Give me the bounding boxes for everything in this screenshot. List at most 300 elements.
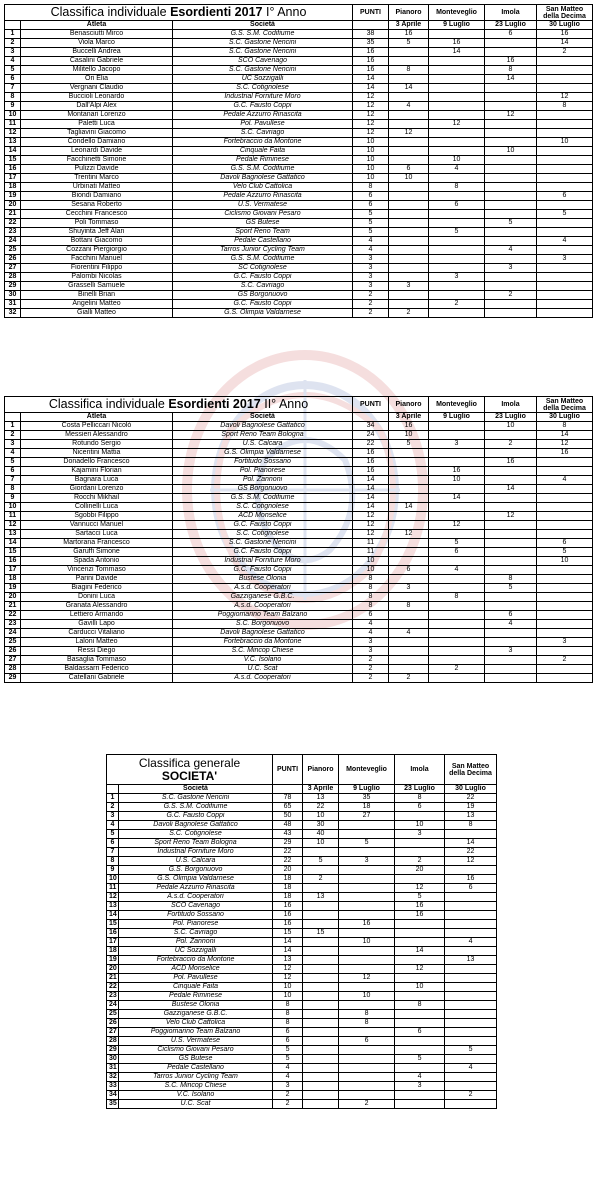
table-cell (395, 920, 445, 929)
table-cell (537, 165, 593, 174)
table-cell: 12 (273, 965, 303, 974)
table-cell: 2 (429, 300, 485, 309)
table-row (5, 449, 593, 458)
table-row (5, 530, 593, 539)
table-row (5, 174, 593, 183)
table-cell (537, 503, 593, 512)
table-cell (389, 512, 429, 521)
table-row (107, 794, 497, 803)
table-cell (429, 237, 485, 246)
table-cell (395, 1046, 445, 1055)
table-cell (429, 30, 485, 39)
table-cell: 22 (445, 794, 497, 803)
table-cell (303, 974, 339, 983)
table-cell: U.S. Vermatese (119, 1037, 273, 1046)
table-cell: 13 (445, 956, 497, 965)
table-cell: 4 (353, 246, 389, 255)
table-cell (485, 656, 537, 665)
table-cell: Lettiero Armando (21, 611, 173, 620)
table-row (5, 602, 593, 611)
table-cell (485, 300, 537, 309)
table-cell: 14 (353, 494, 389, 503)
table-cell: 2 (5, 39, 21, 48)
table-cell: 3 (339, 857, 395, 866)
table-cell: 14 (353, 84, 389, 93)
table-cell: Palombi Nicolas (21, 273, 173, 282)
table-cell: 4 (5, 57, 21, 66)
table-row (107, 911, 497, 920)
table-cell (485, 156, 537, 165)
table-cell (389, 300, 429, 309)
table-cell (485, 629, 537, 638)
table-cell: 2 (339, 1100, 395, 1109)
table-cell (429, 66, 485, 75)
table-cell (445, 902, 497, 911)
table-cell: 43 (273, 830, 303, 839)
table-cell: 20 (395, 866, 445, 875)
table-cell: 9 (107, 866, 119, 875)
table-row (107, 1055, 497, 1064)
table-cell: U.S. Calcara (119, 857, 273, 866)
table-row (5, 84, 593, 93)
table-cell: 7 (5, 476, 21, 485)
table-cell: 30 (5, 291, 21, 300)
table-cell (429, 629, 485, 638)
table-cell: 4 (389, 629, 429, 638)
table-cell (303, 1064, 339, 1073)
table-cell: Industrial Forniture Moro (173, 93, 353, 102)
table-cell (445, 1010, 497, 1019)
table-cell: S.C. Cotignolese (119, 830, 273, 839)
table-cell (537, 593, 593, 602)
table-cell: G.S. Olimpia Valdarnese (173, 309, 353, 318)
table-cell: 8 (485, 575, 537, 584)
table-cell: 23 (5, 620, 21, 629)
table-cell (485, 138, 537, 147)
table-cell (429, 422, 485, 431)
table-cell (445, 866, 497, 875)
table-cell: Collinelli Luca (21, 503, 173, 512)
table-cell: Bottani Giacomo (21, 237, 173, 246)
table-cell (389, 93, 429, 102)
table-cell: 3 (107, 812, 119, 821)
table-cell: 10 (353, 156, 389, 165)
col-punti: PUNTI (353, 397, 389, 413)
table-cell (429, 647, 485, 656)
table-row (5, 440, 593, 449)
table-cell (445, 893, 497, 902)
table-cell: Giordani Lorenzo (21, 485, 173, 494)
table-cell: 8 (395, 794, 445, 803)
table-cell: 3 (273, 1082, 303, 1091)
table-cell (389, 476, 429, 485)
table-row (107, 956, 497, 965)
table-cell: 1 (5, 422, 21, 431)
table-cell: 10 (5, 503, 21, 512)
table-cell: 14 (445, 839, 497, 848)
table-cell: 11 (5, 120, 21, 129)
table-cell: Fortitudo Sossano (173, 458, 353, 467)
table-row (107, 1082, 497, 1091)
table-cell (537, 156, 593, 165)
table-cell: S.C. Cavriago (119, 929, 273, 938)
table-cell: 17 (107, 938, 119, 947)
table-cell (389, 210, 429, 219)
table-cell: 6 (353, 192, 389, 201)
table-cell (445, 1082, 497, 1091)
table-cell: 3 (353, 255, 389, 264)
table-cell: 10 (273, 992, 303, 1001)
table-cell: 5 (339, 839, 395, 848)
table-row (107, 902, 497, 911)
table-cell (303, 1019, 339, 1028)
table-cell (485, 521, 537, 530)
table-cell: Bustese Olonia (119, 1001, 273, 1010)
table-row (5, 102, 593, 111)
table-cell: Pedale Riminese (119, 992, 273, 1001)
table-cell (485, 84, 537, 93)
table-cell (485, 93, 537, 102)
table-row (107, 974, 497, 983)
date-race-3: 23 Luglio (485, 413, 537, 422)
table-cell: 6 (389, 165, 429, 174)
table-cell (303, 848, 339, 857)
table-cell (395, 974, 445, 983)
table-cell (389, 665, 429, 674)
table-cell (339, 884, 395, 893)
table-cell: 16 (353, 467, 389, 476)
table-cell: 3 (395, 830, 445, 839)
table-row (5, 422, 593, 431)
table-row (5, 503, 593, 512)
table-cell: 17 (5, 566, 21, 575)
table-cell: 14 (5, 147, 21, 156)
table-cell: 11 (5, 512, 21, 521)
table-row (5, 57, 593, 66)
table-cell: Industrial Forniture Moro (173, 557, 353, 566)
table-cell (485, 228, 537, 237)
table-cell (389, 138, 429, 147)
table-cell (485, 210, 537, 219)
table-cell: 22 (273, 857, 303, 866)
table-cell (339, 848, 395, 857)
table-cell: 35 (107, 1100, 119, 1109)
table-row (5, 647, 593, 656)
table-cell: 78 (273, 794, 303, 803)
table-cell (537, 602, 593, 611)
table-row (5, 228, 593, 237)
table-cell: 10 (339, 992, 395, 1001)
table-cell (537, 282, 593, 291)
table-row (107, 992, 497, 1001)
table-cell (395, 956, 445, 965)
table-cell: GS Butese (173, 219, 353, 228)
table-cell: 6 (537, 539, 593, 548)
table-row (5, 165, 593, 174)
table-cell: 3 (353, 264, 389, 273)
table-cell: G.C. Fausto Coppi (173, 521, 353, 530)
table-cell: 35 (353, 39, 389, 48)
table-cell: 23 (5, 228, 21, 237)
table-cell (303, 866, 339, 875)
table-cell: 6 (353, 201, 389, 210)
table-cell: 19 (5, 584, 21, 593)
table-cell: 16 (389, 422, 429, 431)
table-cell: 12 (353, 93, 389, 102)
table-row (5, 300, 593, 309)
table-cell: Paletti Luca (21, 120, 173, 129)
table-cell: 12 (107, 893, 119, 902)
table-cell: 10 (537, 138, 593, 147)
table-cell (303, 938, 339, 947)
col-race-1: Pianoro (303, 755, 339, 785)
table-cell (485, 530, 537, 539)
table-cell: 5 (303, 857, 339, 866)
table-cell: 27 (5, 264, 21, 273)
table-cell: S.C. Mincop Chiese (119, 1082, 273, 1091)
table-cell: Biagini Federico (21, 584, 173, 593)
table-cell: 27 (5, 656, 21, 665)
table-cell: 6 (353, 611, 389, 620)
table-row (107, 1037, 497, 1046)
table-row (5, 476, 593, 485)
table-cell (395, 812, 445, 821)
table-cell (485, 183, 537, 192)
table-cell (485, 539, 537, 548)
table-cell: Buccioli Leonardo (21, 93, 173, 102)
table-cell: 2 (353, 656, 389, 665)
date-race-1: 3 Aprile (303, 785, 339, 794)
table-cell: 3 (5, 48, 21, 57)
table-cell: Sesana Roberto (21, 201, 173, 210)
table-cell (339, 902, 395, 911)
table-cell: 5 (353, 210, 389, 219)
table-cell (389, 183, 429, 192)
table-cell: 8 (429, 183, 485, 192)
table-cell: 34 (353, 422, 389, 431)
table-cell: 29 (5, 674, 21, 683)
table-cell (537, 219, 593, 228)
table-cell: 12 (353, 521, 389, 530)
table-cell: Donadello Francesco (21, 458, 173, 467)
table-cell (389, 147, 429, 156)
table-cell: 28 (107, 1037, 119, 1046)
table-cell: 38 (353, 30, 389, 39)
table-cell (485, 165, 537, 174)
table-cell: 16 (273, 902, 303, 911)
col-punti: PUNTI (353, 5, 389, 21)
table-cell (537, 611, 593, 620)
table-cell (429, 57, 485, 66)
table-cell: Poggiomarino Team Balzano (119, 1028, 273, 1037)
table-cell: Nicentini Mattia (21, 449, 173, 458)
table-cell: Ressi Diego (21, 647, 173, 656)
table-row (107, 1019, 497, 1028)
table-row (107, 1028, 497, 1037)
table-cell: Angelini Matteo (21, 300, 173, 309)
table-cell: 13 (5, 530, 21, 539)
table-cell (445, 1019, 497, 1028)
table-cell: 25 (5, 638, 21, 647)
table-cell: G.S. S.M. Codifiume (173, 494, 353, 503)
table-cell: 5 (5, 458, 21, 467)
table-cell: S.C. Gastone Nencini (173, 39, 353, 48)
classifica-primo-anno-table (4, 4, 593, 318)
table-cell (485, 602, 537, 611)
table-row (5, 584, 593, 593)
table-row (5, 30, 593, 39)
table-cell (429, 210, 485, 219)
table-cell: S.C. Cavriago (173, 129, 353, 138)
table-cell: 14 (537, 39, 593, 48)
table-cell: 13 (445, 812, 497, 821)
table-cell: 18 (5, 575, 21, 584)
table-cell: 30 (107, 1055, 119, 1064)
table-cell: 20 (5, 201, 21, 210)
table-cell (429, 309, 485, 318)
table-cell: Cinquale Faita (119, 983, 273, 992)
table-cell: 4 (395, 1073, 445, 1082)
table-cell: G.S. Olimpia Valdarnese (173, 449, 353, 458)
table-cell (339, 893, 395, 902)
table-cell (537, 309, 593, 318)
table-cell (303, 1037, 339, 1046)
table-cell: Messieri Alessandro (21, 431, 173, 440)
table-cell: 10 (485, 147, 537, 156)
table-cell (389, 494, 429, 503)
table-cell: Cozzani Piergiorgio (21, 246, 173, 255)
table-row (107, 1046, 497, 1055)
col-race-1: Pianoro (389, 397, 429, 413)
table-cell: U.C. Scat (119, 1100, 273, 1109)
table-cell: 16 (339, 920, 395, 929)
table-cell (389, 48, 429, 57)
table-cell: Ciclismo Giovani Pesaro (119, 1046, 273, 1055)
table-cell (395, 1019, 445, 1028)
table-cell (429, 75, 485, 84)
table-cell: Pedale Azzurro Rinascita (119, 884, 273, 893)
table-cell: 10 (353, 165, 389, 174)
table-cell: Sport Reno Team Bologna (119, 839, 273, 848)
table-cell: 14 (107, 911, 119, 920)
table-row (107, 965, 497, 974)
table-cell: S.C. Gastone Nencini (173, 539, 353, 548)
col-race-3: Imola (485, 5, 537, 21)
table-cell: 3 (429, 440, 485, 449)
table-row (5, 611, 593, 620)
table-cell: 11 (353, 548, 389, 557)
table-cell: 15 (303, 929, 339, 938)
table-cell: 12 (353, 512, 389, 521)
table-cell (303, 947, 339, 956)
table-row (5, 39, 593, 48)
table-cell (485, 129, 537, 138)
table-row (107, 938, 497, 947)
table-cell: 16 (389, 30, 429, 39)
table-cell: Donini Luca (21, 593, 173, 602)
col-societa: Società (173, 21, 353, 30)
table-cell: 10 (389, 431, 429, 440)
table-cell (537, 183, 593, 192)
table-cell (389, 521, 429, 530)
table-cell: 2 (273, 1091, 303, 1100)
table-cell: ACD Monselice (119, 965, 273, 974)
table-cell: 5 (389, 440, 429, 449)
table-cell (485, 192, 537, 201)
table-cell: 29 (107, 1046, 119, 1055)
table-cell (537, 201, 593, 210)
table-cell (485, 638, 537, 647)
table-cell (429, 431, 485, 440)
table-cell (389, 75, 429, 84)
table-cell: 24 (107, 1001, 119, 1010)
table-cell (389, 192, 429, 201)
table-cell: 30 (303, 821, 339, 830)
table-cell (395, 839, 445, 848)
table-cell: 16 (537, 449, 593, 458)
table-cell (445, 1055, 497, 1064)
table-cell: 8 (273, 1001, 303, 1010)
table-cell: 14 (273, 938, 303, 947)
table-cell: 3 (485, 647, 537, 656)
table-row (5, 111, 593, 120)
table-cell: 12 (395, 965, 445, 974)
table-cell: Vannucci Manuel (21, 521, 173, 530)
table-cell: Pol. Pavullese (119, 974, 273, 983)
table-cell: 8 (273, 1010, 303, 1019)
table-cell: G.C. Fausto Coppi (173, 566, 353, 575)
table-cell: 6 (5, 75, 21, 84)
table-cell: 2 (429, 665, 485, 674)
col-race-2: Monteveglio (429, 397, 485, 413)
table-cell: 5 (389, 39, 429, 48)
date-race-3: 23 Luglio (395, 785, 445, 794)
table-cell (303, 956, 339, 965)
table-cell: Condello Damiano (21, 138, 173, 147)
table-cell: Pol. Zannoni (173, 476, 353, 485)
table-cell (389, 120, 429, 129)
table-cell (537, 674, 593, 683)
table-row (5, 291, 593, 300)
table-cell: Militello Jacopo (21, 66, 173, 75)
table-cell: Pol. Pavullese (173, 120, 353, 129)
table-cell: 8 (273, 1019, 303, 1028)
classifica-secondo-anno-table (4, 396, 593, 683)
table-cell: Davoli Bagnolese Gattatico (173, 629, 353, 638)
table-cell: 5 (5, 66, 21, 75)
table-cell (485, 593, 537, 602)
table-cell (537, 228, 593, 237)
table-cell: 8 (395, 1001, 445, 1010)
table-row (5, 539, 593, 548)
table-cell (389, 228, 429, 237)
table-cell (389, 557, 429, 566)
table-row (5, 183, 593, 192)
table-cell (537, 584, 593, 593)
table-cell (485, 467, 537, 476)
table-cell: 6 (429, 548, 485, 557)
table-cell (395, 1010, 445, 1019)
table-cell (485, 674, 537, 683)
table-cell (389, 57, 429, 66)
table-cell (389, 246, 429, 255)
date-race-4: 30 Luglio (537, 413, 593, 422)
table-cell: 19 (5, 192, 21, 201)
table-cell: 34 (107, 1091, 119, 1100)
table-cell: 12 (395, 884, 445, 893)
table-cell (339, 1046, 395, 1055)
table-cell (395, 992, 445, 1001)
